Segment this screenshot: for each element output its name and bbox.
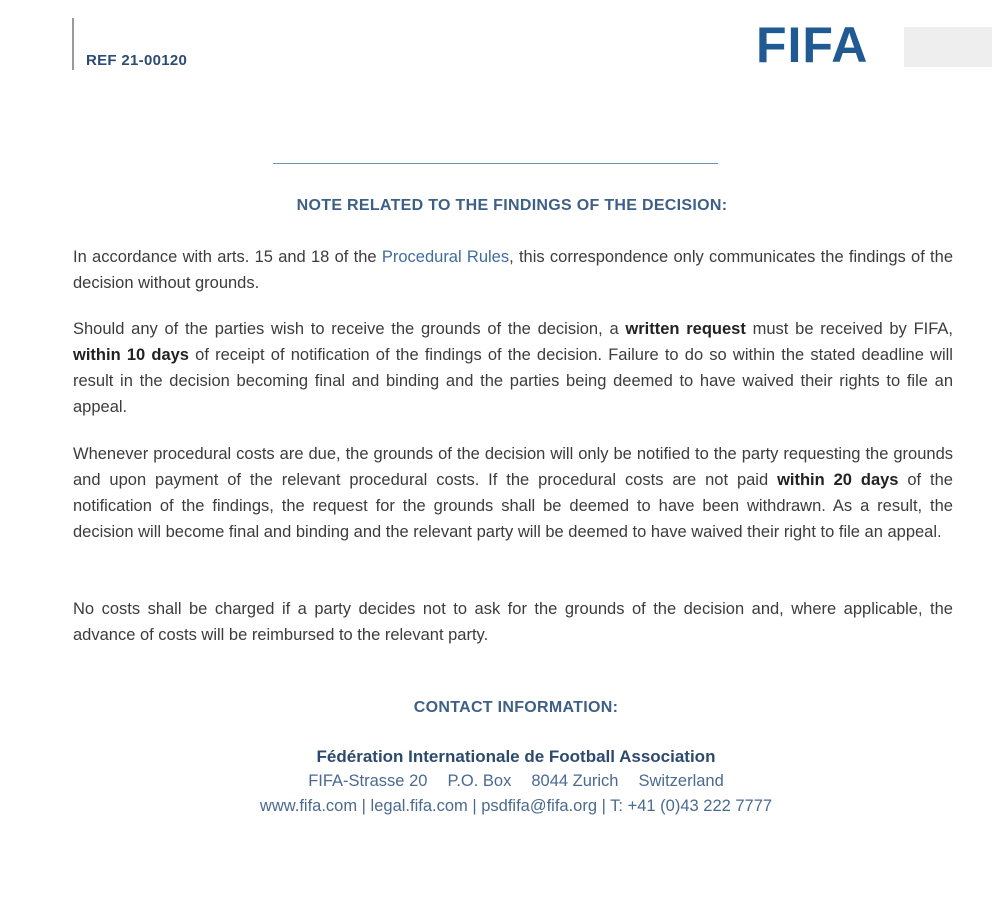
address-pobox: P.O. Box [447,772,512,790]
contact-heading: CONTACT INFORMATION: [413,699,619,716]
note-heading: NOTE RELATED TO THE FINDINGS OF THE DECISION: [296,197,728,214]
bold-within-20-days: within 20 days [777,471,899,489]
section-divider [273,163,718,164]
fifa-logo: FIFA [756,17,869,73]
header-divider [72,18,74,70]
contact-organization: Fédération Internationale de Football Association [316,747,716,766]
bold-written-request: written request [625,320,746,338]
reference-number: REF 21-00120 [86,52,188,69]
paragraph-no-costs: No costs shall be charged if a party decides not to ask for the grounds of the decision and, where applicable, the advance of costs will be reimbursed to the relevant party. [73,600,953,644]
paragraph-procedural-rules: In accordance with arts. 15 and 18 of the Procedural Rules, this correspondence only communicates the findings of the decision without grounds. [73,248,953,292]
address-street: FIFA-Strasse 20 [308,772,428,790]
paragraph-procedural-costs: Whenever procedural costs are due, the grounds of the decision will only be notified to the party requesting the grounds and upon payment of the relevant procedural costs. If the procedural costs are not paid within 20 days of the notification of the findings, the request for the grounds shall be deemed to have been withdrawn. As a result, the decision will become final and binding and the relevant party will be deemed to have waived their right to file an appeal. [73,445,953,541]
contact-web-links[interactable]: www.fifa.com | legal.fifa.com | psdfifa@fifa.org | T: +41 (0)43 222 7777 [259,797,773,815]
contact-address [20,772,992,791]
address-city: 8044 Zurich [531,772,619,790]
paragraph-written-request: Should any of the parties wish to receive the grounds of the decision, a written request must be received by FIFA, within 10 days of receipt of notification of the findings of the decision. Failure to do so within the stated deadline will result in the decision becoming final and binding and the parties being deemed to have waived their rights to file an appeal. [73,320,953,416]
procedural-rules-link[interactable]: Procedural Rules [381,248,510,266]
address-country: Switzerland [638,772,724,790]
bold-within-10-days: within 10 days [73,346,189,364]
logo-placeholder-box [904,27,992,67]
